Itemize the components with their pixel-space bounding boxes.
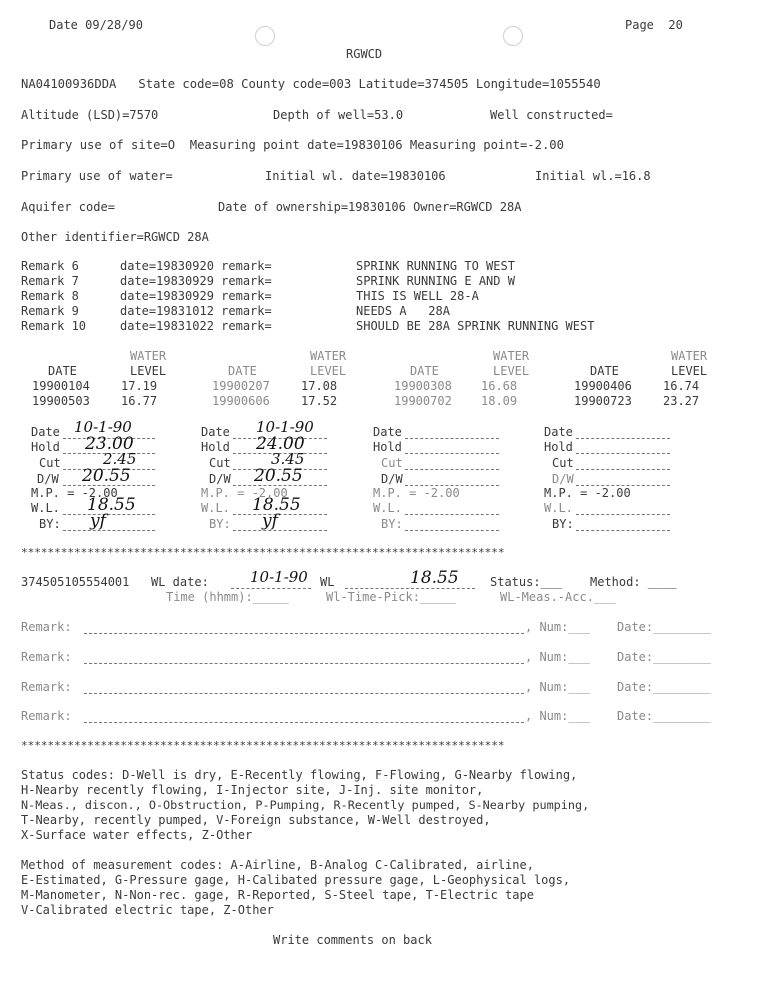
form-cut-label: Cut: [209, 456, 231, 470]
depth-of-well: Depth of well=53.0: [273, 108, 404, 122]
wl-level: 17.08: [301, 379, 338, 393]
other-identifier: Other identifier=RGWCD 28A: [21, 230, 209, 244]
wl-date: 19900207: [212, 379, 270, 393]
report-date: Date 09/28/90: [49, 18, 143, 32]
wl-level: 17.52: [301, 394, 338, 408]
punch-hole-right: [503, 26, 523, 46]
primary-use-water: Primary use of water=: [21, 169, 173, 183]
form-dw-handwritten[interactable]: 20.55: [82, 466, 131, 486]
status-codes-line: T-Nearby, recently pumped, V-Foreign substance, W-Well destroyed,: [21, 813, 491, 827]
status-codes-line: X-Surface water effects, Z-Other: [21, 828, 253, 842]
wl-date: 19900723: [574, 394, 632, 408]
method-codes-line: V-Calibrated electric tape, Z-Other: [21, 903, 274, 917]
form-date-label: Date: [373, 425, 402, 439]
form-hold-handwritten[interactable]: 23.00: [85, 434, 134, 454]
form-date-label: Date: [544, 425, 573, 439]
col-header-water: WATER: [310, 349, 347, 363]
remark-text: SPRINK RUNNING TO WEST: [356, 259, 515, 273]
form-mp-label: M.P. = -2.00: [373, 486, 460, 500]
remark-line-date[interactable]: Date:________: [617, 650, 711, 664]
form-dw-label: D/W: [381, 472, 403, 486]
form-dw-line[interactable]: [405, 472, 499, 486]
status-codes-line: Status codes: D-Well is dry, E-Recently flowing, F-Flowing, G-Nearby flowing,: [21, 768, 578, 782]
entry-wl-handwritten[interactable]: 18.55: [410, 568, 459, 588]
footer-note: Write comments on back: [273, 933, 432, 947]
form-by-line[interactable]: [576, 517, 670, 531]
form-hold-label: Hold: [31, 440, 60, 454]
form-hold-line[interactable]: [405, 440, 499, 454]
remark-line-num[interactable]: , Num:___: [525, 620, 591, 634]
remark-line-input[interactable]: [84, 650, 524, 664]
remark-date: date=19830920 remark=: [120, 259, 272, 273]
col-header-water: WATER: [130, 349, 167, 363]
remark-line-date[interactable]: Date:________: [617, 680, 711, 694]
wl-date: 19900104: [32, 379, 90, 393]
form-mp-label: M.P. = -2.00: [544, 486, 631, 500]
col-header-level: LEVEL: [130, 364, 167, 378]
wl-level: 16.68: [481, 379, 518, 393]
status-codes-line: H-Nearby recently flowing, I-Injector site, J-Inj. site monitor,: [21, 783, 484, 797]
form-hold-label: Hold: [544, 440, 573, 454]
entry-status[interactable]: Status:___: [490, 575, 563, 589]
remark-line-date[interactable]: Date:________: [617, 709, 711, 723]
remark-line-input[interactable]: [84, 709, 524, 723]
remark-label: Remark 10: [21, 319, 87, 333]
separator-stars: *************************************************************************: [21, 739, 505, 752]
form-cut-line[interactable]: [405, 456, 499, 470]
entry-site-id: 374505105554001: [21, 575, 130, 589]
wl-level: 16.77: [121, 394, 158, 408]
wl-date: 19900606: [212, 394, 270, 408]
remark-label: Remark 6: [21, 259, 87, 273]
form-wl-label: W.L.: [31, 501, 60, 515]
remark-date: date=19830929 remark=: [120, 289, 272, 303]
form-cut-label: Cut: [381, 456, 403, 470]
form-wl-label: W.L.: [544, 501, 573, 515]
form-wl-line[interactable]: [405, 501, 499, 515]
form-mp-label: M.P. = -2.00: [201, 486, 288, 500]
form-date-label: Date: [201, 425, 230, 439]
page-number: Page 20: [625, 18, 683, 32]
remark-line-num[interactable]: , Num:___: [525, 709, 591, 723]
col-header-date: DATE: [228, 364, 257, 378]
wl-date: 19900503: [32, 394, 90, 408]
form-cut-handwritten[interactable]: 3.45: [271, 450, 305, 468]
entry-wl-meas-acc[interactable]: WL-Meas.-Acc.___: [500, 590, 616, 604]
form-cut-handwritten[interactable]: 2.45: [103, 450, 137, 468]
remark-line-num[interactable]: , Num:___: [525, 650, 591, 664]
status-codes-line: N-Meas., discon., O-Obstruction, P-Pumping, R-Recently pumped, S-Nearby pumping,: [21, 798, 590, 812]
form-by-line[interactable]: [405, 517, 499, 531]
form-hold-label: Hold: [373, 440, 402, 454]
form-by-initials: yf: [90, 511, 106, 531]
form-wl-label: W.L.: [373, 501, 402, 515]
wl-level: 18.09: [481, 394, 518, 408]
altitude: Altitude (LSD)=7570: [21, 108, 159, 122]
remark-line-num[interactable]: , Num:___: [525, 680, 591, 694]
remark-line-input[interactable]: [84, 680, 524, 694]
form-dw-line[interactable]: [576, 472, 670, 486]
form-date-line[interactable]: [576, 425, 670, 439]
form-cut-line[interactable]: [576, 456, 670, 470]
remark-date: date=19831022 remark=: [120, 319, 272, 333]
remark-line-input[interactable]: [84, 620, 524, 634]
col-header-level: LEVEL: [671, 364, 708, 378]
remark-text: THIS IS WELL 28-A: [356, 289, 479, 303]
form-date-label: Date: [31, 425, 60, 439]
col-header-date: DATE: [48, 364, 77, 378]
remark-date: date=19831012 remark=: [120, 304, 272, 318]
form-dw-handwritten[interactable]: 20.55: [254, 466, 303, 486]
form-by-line[interactable]: [233, 517, 327, 531]
entry-wl-date-label: WL date:: [151, 575, 209, 589]
form-by-label: BY:: [381, 517, 403, 531]
well-constructed: Well constructed=: [490, 108, 613, 122]
form-by-label: BY:: [552, 517, 574, 531]
remark-line-label: Remark:: [21, 709, 72, 723]
remark-line-label: Remark:: [21, 650, 72, 664]
initial-wl: Initial wl.=16.8: [535, 169, 651, 183]
entry-time[interactable]: Time (hhmm):_____: [166, 590, 289, 604]
separator-stars: *************************************************************************: [21, 546, 505, 559]
entry-wl-date-handwritten[interactable]: 10-1-90: [250, 568, 308, 586]
wl-level: 17.19: [121, 379, 158, 393]
remark-line-label: Remark:: [21, 620, 72, 634]
entry-wl-label: WL: [320, 575, 335, 589]
site-line-3: Primary use of site=O Measuring point date=19830106 Measuring point=-2.00: [21, 138, 564, 152]
col-header-level: LEVEL: [493, 364, 530, 378]
form-dw-label: D/W: [209, 472, 231, 486]
form-wl-handwritten[interactable]: 18.55: [252, 495, 301, 515]
form-dw-label: D/W: [37, 472, 59, 486]
col-header-date: DATE: [590, 364, 619, 378]
remark-label: Remark 7: [21, 274, 87, 288]
form-by-line[interactable]: [63, 517, 155, 531]
form-by-label: BY:: [39, 517, 61, 531]
form-wl-line[interactable]: [576, 501, 670, 515]
remark-line-label: Remark:: [21, 680, 72, 694]
remark-label: Remark 8: [21, 289, 87, 303]
form-cut-label: Cut: [39, 456, 61, 470]
aquifer-code: Aquifer code=: [21, 200, 115, 214]
remark-text: NEEDS A 28A: [356, 304, 450, 318]
form-date-handwritten[interactable]: 10-1-90: [256, 418, 314, 436]
remark-label: Remark 9: [21, 304, 87, 318]
method-codes-line: Method of measurement codes: A-Airline, B-Analog C-Calibrated, airline,: [21, 858, 534, 872]
wl-level: 16.74: [663, 379, 700, 393]
form-by-initials: yf: [262, 511, 278, 531]
wl-date: 19900406: [574, 379, 632, 393]
form-cut-label: Cut: [552, 456, 574, 470]
remark-line-date[interactable]: Date:________: [617, 620, 711, 634]
form-hold-handwritten[interactable]: 24.00: [256, 434, 305, 454]
entry-method[interactable]: Method: ____: [590, 575, 677, 589]
agency-title: RGWCD: [346, 47, 383, 61]
method-codes-line: M-Manometer, N-Non-rec. gage, R-Reported, S-Steel tape, T-Electric tape: [21, 888, 534, 902]
form-wl-handwritten[interactable]: 18.55: [87, 495, 136, 515]
form-mp-label: M.P. = -2.00: [31, 486, 118, 500]
form-dw-label: D/W: [552, 472, 574, 486]
site-line-1: NA04100936DDA State code=08 County code=003 Latitude=374505 Longitude=1055540: [21, 77, 601, 91]
form-by-label: BY:: [209, 517, 231, 531]
initial-wl-date: Initial wl. date=19830106: [265, 169, 446, 183]
form-date-handwritten[interactable]: 10-1-90: [74, 418, 132, 436]
entry-wl-time-pick[interactable]: Wl-Time-Pick:_____: [326, 590, 457, 604]
wl-level: 23.27: [663, 394, 700, 408]
form-date-line[interactable]: [405, 425, 499, 439]
punch-hole-left: [255, 26, 275, 46]
remark-text: SPRINK RUNNING E AND W: [356, 274, 515, 288]
col-header-water: WATER: [671, 349, 708, 363]
wl-date: 19900702: [394, 394, 452, 408]
col-header-date: DATE: [410, 364, 439, 378]
form-hold-label: Hold: [201, 440, 230, 454]
method-codes-line: E-Estimated, G-Pressure gage, H-Calibated pressure gage, L-Geophysical logs,: [21, 873, 571, 887]
form-hold-line[interactable]: [576, 440, 670, 454]
remark-text: SHOULD BE 28A SPRINK RUNNING WEST: [356, 319, 595, 333]
remark-date: date=19830929 remark=: [120, 274, 272, 288]
col-header-level: LEVEL: [310, 364, 347, 378]
col-header-water: WATER: [493, 349, 530, 363]
wl-date: 19900308: [394, 379, 452, 393]
ownership: Date of ownership=19830106 Owner=RGWCD 28A: [218, 200, 522, 214]
form-wl-label: W.L.: [201, 501, 230, 515]
